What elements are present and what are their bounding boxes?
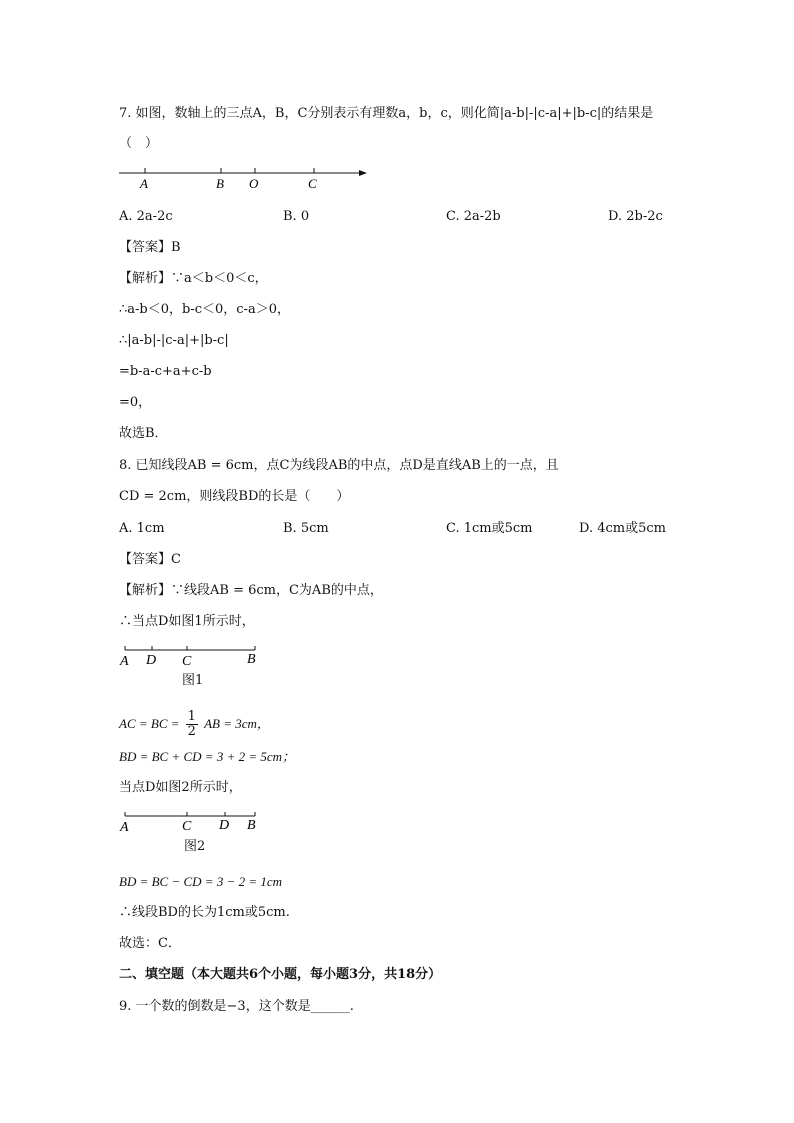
q8-option-a: A. 1cm — [119, 521, 165, 536]
q7-analysis-line: ∴a-b＜0，b-c＜0，c-a＞0， — [119, 302, 290, 317]
q7-option-b: B. 0 — [283, 209, 310, 224]
q8-eq2: BD = BC + CD = 3 + 2 = 5cm； — [119, 749, 296, 764]
fig2-label-a: A — [120, 820, 129, 835]
q8-answer: 【答案】C — [119, 552, 181, 567]
q8-analysis: 【解析】∵线段AB = 6cm，C为AB的中点， — [119, 583, 383, 598]
q7-label-a: A — [140, 176, 148, 191]
q7-analysis-line: 故选B． — [119, 426, 168, 441]
q7-option-c: C. 2a-2b — [446, 209, 501, 224]
q8-figure-2 — [115, 809, 275, 837]
q8-eq1 — [119, 710, 270, 739]
q8-option-b: B. 5cm — [283, 521, 329, 536]
eq1-fraction — [186, 710, 198, 739]
q8-conclusion: ∴线段BD的长为1cm或5cm. — [119, 905, 290, 920]
fig1-label-c: C — [182, 654, 192, 669]
q8-choose: 故选：C． — [119, 936, 181, 951]
q8-case2: 当点D如图2所示时， — [119, 780, 242, 795]
q7-label-c: C — [308, 176, 317, 191]
q9-stem: 9. 一个数的倒数是−3，这个数是______. — [119, 999, 354, 1014]
fig2-label-b: B — [247, 818, 256, 833]
eq1-left: AC = BC = — [119, 716, 180, 731]
q7-number-line — [115, 160, 375, 194]
fig1-label-d: D — [146, 653, 157, 668]
q8-stem-line1: 8. 已知线段AB = 6cm，点C为线段AB的中点，点D是直线AB上的一点，且 — [119, 458, 559, 473]
fig2-label-c: C — [182, 819, 192, 834]
q8-option-d: D. 4cm或5cm — [579, 521, 666, 536]
q8-eq3: BD = BC − CD = 3 − 2 = 1cm — [119, 874, 283, 889]
q8-stem-line2: CD = 2cm，则线段BD的长是（ ） — [119, 489, 350, 504]
q7-analysis-line: 【解析】∵a＜b＜0＜c， — [119, 271, 268, 286]
q7-analysis-line: =b-a-c+a+c-b — [119, 364, 212, 379]
q7-label-b: B — [216, 176, 224, 191]
q7-label-o: O — [249, 176, 259, 191]
section-2-heading: 二、填空题（本大题共6个小题，每小题3分，共18分） — [119, 967, 442, 982]
q7-option-d: D. 2b-2c — [608, 209, 663, 224]
q7-analysis-line: ∴|a-b|-|c-a|+|b-c| — [119, 333, 229, 348]
eq1-denominator: 2 — [187, 724, 196, 739]
q7-option-a: A. 2a-2c — [119, 209, 173, 224]
q7-analysis-line: =0， — [119, 395, 152, 410]
fig2-caption: 图2 — [184, 839, 206, 854]
q7-answer: 【答案】B — [119, 240, 181, 255]
q7-stem: 7. 如图，数轴上的三点A，B，C分别表示有理数a，b，c，则化简|a-b|-|c-a|+|b-c|的结果是 — [119, 106, 654, 121]
eq1-numerator: 1 — [187, 709, 196, 724]
eq1-right: AB = 3cm， — [204, 716, 270, 731]
fig1-label-b: B — [247, 652, 256, 667]
q8-option-c: C. 1cm或5cm — [446, 521, 533, 536]
fig2-label-d: D — [219, 818, 230, 833]
q7-paren: （ ） — [119, 136, 159, 151]
q8-case1: ∴当点D如图1所示时， — [119, 614, 255, 629]
q8-figure-1 — [115, 643, 275, 671]
fig1-caption: 图1 — [182, 673, 204, 688]
fig1-label-a: A — [120, 654, 129, 669]
